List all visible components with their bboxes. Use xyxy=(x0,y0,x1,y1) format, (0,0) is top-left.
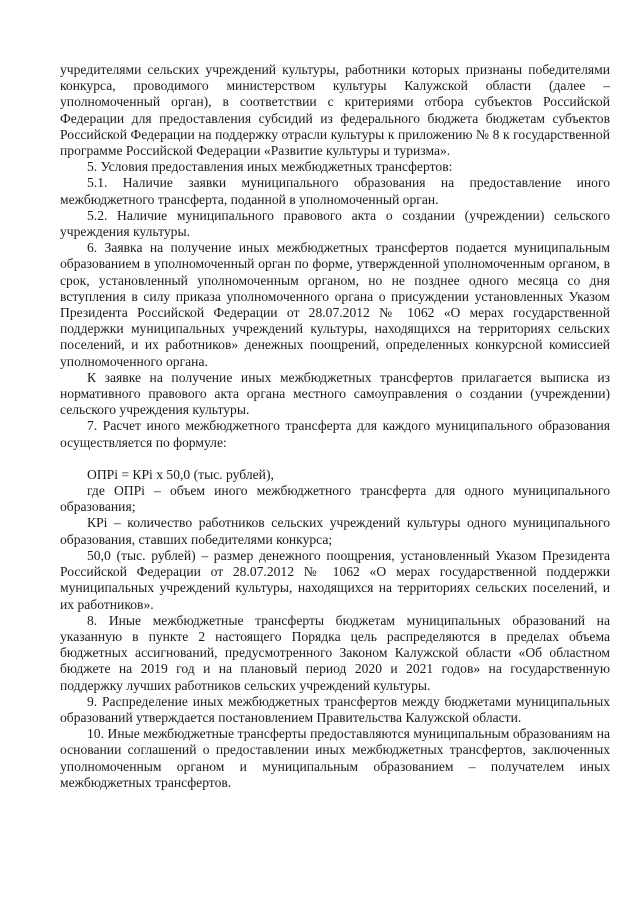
formula-where-kr: КРi – количество работников сельских учреждений культуры одного муниципального образования, ставших победителями конкурса; xyxy=(60,515,610,547)
formula-where-opr: где ОПРi – объем иного межбюджетного трансферта для одного муниципального образования; xyxy=(60,483,610,515)
paragraph-7: 7. Расчет иного межбюджетного трансферта для каждого муниципального образования осуществляется по формуле: xyxy=(60,418,610,450)
paragraph-5: 5. Условия предоставления иных межбюджетных трансфертов: xyxy=(87,159,453,175)
paragraph-intro: учредителями сельских учреждений культуры, работники которых признаны победителями конкурса, проводимого министерством культуры Калужской области (далее – уполномоченный орган), в соответствии с критериями отбора субъектов Российской Федерации для предоставления субсидий из федерального бюджета бюджетам субъектов Российской Федерации на поддержку отрасли культуры к приложению № 8 к государственной программе Российской Федерации «Развитие культуры и туризма». xyxy=(60,62,610,159)
paragraph-5-1: 5.1. Наличие заявки муниципального образования на предоставление иного межбюджетного трансферта, поданной в уполномоченный орган. xyxy=(60,175,610,207)
paragraph-6-attachment: К заявке на получение иных межбюджетных трансфертов прилагается выписка из нормативного правового акта органа местного самоуправления о создании (учреждении) сельского учреждения культуры. xyxy=(60,369,610,418)
paragraph-6: 6. Заявка на получение иных межбюджетных трансфертов подается муниципальным образованием в уполномоченный орган по форме, утвержденной уполномоченным органом, в срок, установленный уполномоченным органом, но не позднее одного месяца со дня вступления в силу приказа уполномоченного органа о присуждении установленных Указом Президента Российской Федерации от 28.07.2012 № 1062 «О мерах государственной поддержки муниципальных учреждений культуры, находящихся на территориях сельских поселений, и их работников» денежных поощрений, определенных конкурсной комиссией уполномоченного органа. xyxy=(60,240,610,369)
paragraph-10: 10. Иные межбюджетные трансферты предоставляются муниципальным образованиям на основании соглашений о предоставлении иных межбюджетных трансфертов, заключенных уполномоченным органом и муниципальным образованием – получателем иных межбюджетных трансфертов. xyxy=(60,726,610,790)
formula-spacer xyxy=(60,451,610,467)
formula: ОПРi = КРi х 50,0 (тыс. рублей), xyxy=(87,466,274,482)
formula-where-50: 50,0 (тыс. рублей) – размер денежного поощрения, установленный Указом Президента Российской Федерации от 28.07.2012 № 1062 «О мерах государственной поддержки муниципальных учреждений культуры, находящихся на территориях сельских поселений, и их работников». xyxy=(60,547,610,612)
paragraph-5-2: 5.2. Наличие муниципального правового акта о создании (учреждении) сельского учреждения культуры. xyxy=(60,207,610,240)
paragraph-8: 8. Иные межбюджетные трансферты бюджетам муниципальных образований на указанную в пункте 2 настоящего Порядка цель распределяются в пределах объема бюджетных ассигнований, предусмотренного Законом Калужской области «Об областном бюджете на 2019 год и на плановый период 2020 и 2021 годов» на государственную поддержку лучших работников сельских учреждений культуры. xyxy=(60,612,610,693)
paragraph-9: 9. Распределение иных межбюджетных трансфертов между бюджетами муниципальных образований утверждается постановлением Правительства Калужской области. xyxy=(60,693,610,725)
document-page xyxy=(60,62,610,791)
